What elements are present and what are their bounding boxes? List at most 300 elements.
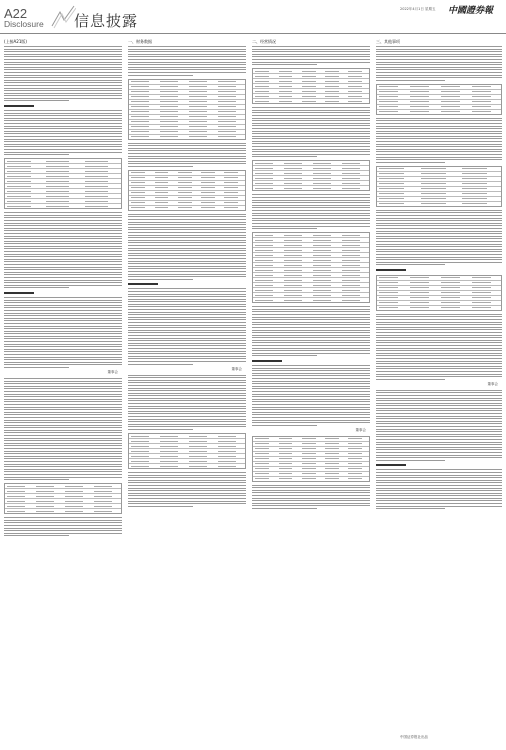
text-line — [4, 362, 122, 363]
text-line — [4, 364, 122, 365]
table-cell — [85, 171, 108, 172]
table-cell — [46, 201, 69, 202]
table-cell — [255, 245, 272, 246]
table-cell — [218, 126, 235, 127]
text-line — [252, 118, 370, 119]
text-line — [4, 110, 122, 111]
text-line — [4, 49, 122, 50]
table-cell — [255, 91, 269, 92]
text-line — [376, 477, 502, 478]
table-cell — [313, 173, 330, 174]
table-cell — [46, 181, 69, 182]
text-line — [376, 447, 502, 448]
text-line — [252, 492, 370, 493]
table-cell — [302, 438, 316, 439]
section-heading: 三、其他事项 — [376, 39, 400, 44]
text-line — [376, 59, 502, 60]
text-line — [4, 302, 122, 303]
text-line — [376, 457, 502, 458]
data-table — [128, 433, 246, 469]
text-line — [128, 482, 246, 483]
text-line — [4, 123, 122, 124]
text-line — [376, 460, 445, 461]
table-cell — [279, 91, 293, 92]
table-cell — [85, 166, 108, 167]
text-line — [128, 64, 246, 65]
text-line — [4, 318, 122, 319]
table-cell — [472, 96, 491, 97]
text-line — [252, 335, 370, 336]
text-line — [4, 404, 122, 405]
table-cell — [218, 101, 235, 102]
table-cell — [284, 295, 301, 296]
text-line — [252, 317, 370, 318]
text-line — [4, 64, 122, 65]
text-line — [4, 471, 122, 472]
table-cell — [218, 131, 235, 132]
text-line — [4, 85, 122, 86]
text-line — [376, 244, 502, 245]
text-line — [376, 241, 502, 242]
table-cell — [131, 446, 148, 447]
text-line — [128, 263, 246, 264]
text-line — [252, 133, 370, 134]
text-line — [252, 383, 370, 384]
column-3 — [252, 38, 370, 511]
table-cell — [189, 106, 206, 107]
text-line — [252, 391, 370, 392]
table-row — [129, 135, 245, 139]
table-cell — [284, 163, 301, 164]
text-line — [128, 299, 246, 300]
text-line — [4, 333, 122, 334]
text-line — [252, 370, 370, 371]
table-cell — [410, 86, 429, 87]
table-cell — [178, 187, 192, 188]
text-line — [376, 348, 502, 349]
subheading — [128, 281, 246, 286]
table-cell — [410, 302, 429, 303]
text-line — [376, 439, 502, 440]
text-line — [376, 259, 502, 260]
text-line — [128, 268, 246, 269]
table-cell — [313, 250, 330, 251]
text-line — [4, 435, 122, 436]
text-line — [376, 332, 502, 333]
table-cell — [85, 191, 108, 192]
text-line — [128, 490, 246, 491]
table-cell — [255, 235, 272, 236]
text-line — [4, 113, 122, 114]
table-cell — [441, 287, 460, 288]
table-cell — [284, 255, 301, 256]
text-line — [252, 151, 370, 152]
text-line — [4, 46, 122, 47]
column-1 — [4, 38, 122, 538]
text-line — [4, 141, 122, 142]
table-cell — [85, 201, 108, 202]
text-line — [252, 381, 370, 382]
table-cell — [218, 81, 235, 82]
table-cell — [342, 245, 359, 246]
data-table — [252, 68, 370, 104]
text-line — [252, 205, 370, 206]
table-cell — [46, 161, 69, 162]
text-line — [4, 453, 122, 454]
table-cell — [302, 448, 316, 449]
table-cell — [155, 192, 169, 193]
text-line — [252, 194, 370, 195]
text-line — [376, 118, 502, 119]
table-cell — [313, 285, 330, 286]
table-cell — [302, 443, 316, 444]
table-cell — [65, 496, 82, 497]
table-cell — [348, 91, 362, 92]
text-line — [128, 330, 246, 331]
text-line — [128, 416, 246, 417]
table-cell — [410, 96, 429, 97]
text-line — [252, 226, 370, 227]
table-cell — [472, 292, 491, 293]
table-cell — [325, 438, 339, 439]
text-line — [128, 261, 246, 262]
text-line — [4, 517, 122, 518]
text-line — [376, 392, 502, 393]
table-cell — [218, 436, 235, 437]
text-line — [4, 307, 122, 308]
text-line — [4, 128, 122, 129]
text-line — [252, 311, 370, 312]
table-cell — [65, 486, 82, 487]
text-line — [252, 498, 370, 499]
table-cell — [255, 463, 269, 464]
text-line — [4, 430, 122, 431]
table-cell — [160, 111, 177, 112]
text-line — [128, 419, 246, 420]
table-cell — [325, 458, 339, 459]
table-cell — [313, 178, 330, 179]
table-cell — [131, 436, 148, 437]
text-line — [252, 56, 370, 57]
text-line — [128, 240, 246, 241]
text-line — [4, 54, 122, 55]
table-cell — [7, 501, 24, 502]
text-line — [252, 324, 370, 325]
text-line — [252, 396, 370, 397]
text-line — [128, 227, 246, 228]
text-line — [4, 212, 122, 213]
table-cell — [313, 240, 330, 241]
text-line — [128, 222, 246, 223]
table-cell — [421, 198, 446, 199]
table-cell — [279, 438, 293, 439]
text-line — [4, 530, 122, 531]
text-line — [4, 346, 122, 347]
text-line — [252, 375, 370, 376]
table-cell — [218, 86, 235, 87]
text-line — [252, 154, 370, 155]
text-line — [4, 82, 122, 83]
table-cell — [255, 443, 269, 444]
text-line — [376, 350, 502, 351]
table-cell — [348, 453, 362, 454]
text-line — [252, 355, 317, 356]
table-cell — [462, 183, 487, 184]
table-cell — [7, 166, 30, 167]
text-line — [376, 506, 502, 507]
text-line — [128, 477, 246, 478]
table-cell — [255, 478, 269, 479]
table-cell — [410, 307, 429, 308]
text-line — [4, 67, 122, 68]
table-cell — [155, 182, 169, 183]
table-cell — [284, 250, 301, 251]
table-cell — [65, 506, 82, 507]
data-table — [376, 275, 502, 311]
text-line — [376, 371, 502, 372]
table-cell — [255, 285, 272, 286]
page-header — [0, 0, 506, 34]
text-line — [128, 388, 246, 389]
text-line — [4, 62, 122, 63]
text-line — [4, 458, 122, 459]
text-line — [376, 418, 502, 419]
text-line — [252, 409, 370, 410]
text-line — [252, 353, 370, 354]
table-cell — [178, 202, 192, 203]
table-cell — [472, 282, 491, 283]
text-line — [4, 261, 122, 262]
text-line — [4, 420, 122, 421]
page-number: A22 — [4, 6, 28, 21]
table-cell — [441, 277, 460, 278]
text-line — [4, 274, 122, 275]
table-cell — [189, 111, 206, 112]
table-cell — [441, 307, 460, 308]
text-line — [252, 505, 370, 506]
text-line — [4, 297, 122, 298]
table-cell — [36, 501, 53, 502]
text-line — [128, 501, 246, 502]
text-line — [4, 88, 122, 89]
table-cell — [279, 96, 293, 97]
text-line — [376, 429, 502, 430]
text-line — [4, 323, 122, 324]
text-line — [376, 49, 502, 50]
text-line — [128, 495, 246, 496]
table-cell — [155, 207, 169, 208]
table-cell — [421, 188, 446, 189]
table-cell — [218, 116, 235, 117]
text-line — [4, 320, 122, 321]
text-line — [4, 282, 122, 283]
text-line — [376, 64, 502, 65]
text-line — [376, 218, 502, 219]
text-line — [4, 264, 122, 265]
text-line — [252, 107, 370, 108]
text-line — [128, 322, 246, 323]
text-line — [128, 493, 246, 494]
text-line — [4, 367, 69, 368]
table-cell — [348, 86, 362, 87]
text-line — [128, 69, 246, 70]
text-line — [128, 72, 246, 73]
text-line — [4, 440, 122, 441]
text-line — [376, 210, 502, 211]
text-line — [4, 149, 122, 150]
text-line — [4, 313, 122, 314]
table-cell — [284, 265, 301, 266]
text-line — [4, 407, 122, 408]
table-cell — [189, 446, 206, 447]
table-cell — [342, 300, 359, 301]
text-line — [128, 294, 246, 295]
text-line — [4, 115, 122, 116]
table-cell — [279, 448, 293, 449]
table-cell — [7, 176, 30, 177]
text-line — [128, 413, 246, 414]
table-cell — [410, 277, 429, 278]
table-cell — [313, 260, 330, 261]
table-cell — [441, 302, 460, 303]
table-cell — [255, 468, 269, 469]
text-line — [376, 157, 502, 158]
text-line — [4, 326, 122, 327]
text-line — [128, 340, 246, 341]
text-line — [128, 271, 246, 272]
table-cell — [313, 265, 330, 266]
text-line — [252, 49, 370, 50]
text-line — [128, 485, 246, 486]
text-line — [4, 336, 122, 337]
table-cell — [224, 192, 238, 193]
text-line — [376, 238, 502, 239]
data-table — [252, 436, 370, 482]
table-cell — [313, 295, 330, 296]
text-line — [376, 149, 502, 150]
table-cell — [46, 171, 69, 172]
text-line — [376, 322, 502, 323]
text-line — [4, 248, 122, 249]
table-cell — [421, 173, 446, 174]
text-line — [4, 90, 122, 91]
text-line — [128, 224, 246, 225]
text-line — [376, 379, 445, 380]
text-line — [4, 331, 122, 332]
text-line — [128, 411, 246, 412]
table-cell — [421, 168, 446, 169]
table-cell — [441, 86, 460, 87]
table-cell — [410, 297, 429, 298]
table-cell — [94, 501, 111, 502]
text-line — [252, 425, 317, 426]
text-line — [252, 373, 370, 374]
table-cell — [313, 290, 330, 291]
text-line — [376, 46, 502, 47]
table-cell — [279, 453, 293, 454]
text-line — [376, 162, 445, 163]
table-cell — [131, 81, 148, 82]
text-line — [128, 498, 246, 499]
text-line — [4, 225, 122, 226]
text-line — [4, 399, 122, 400]
table-cell — [218, 121, 235, 122]
table-cell — [462, 188, 487, 189]
table-cell — [255, 178, 272, 179]
table-cell — [325, 96, 339, 97]
table-cell — [131, 106, 148, 107]
table-cell — [342, 178, 359, 179]
text-line — [376, 327, 502, 328]
table-cell — [94, 486, 111, 487]
table-cell — [255, 188, 272, 189]
table-row — [253, 186, 369, 190]
table-cell — [189, 86, 206, 87]
text-line — [252, 350, 370, 351]
table-cell — [131, 461, 148, 462]
text-line — [128, 380, 246, 381]
table-cell — [325, 443, 339, 444]
text-line — [4, 277, 122, 278]
text-line — [4, 59, 122, 60]
text-line — [128, 216, 246, 217]
table-cell — [189, 121, 206, 122]
text-line — [376, 75, 502, 76]
text-line — [128, 382, 246, 383]
table-cell — [379, 111, 398, 112]
text-line — [4, 217, 122, 218]
text-line — [376, 361, 502, 362]
text-line — [4, 412, 122, 413]
text-line — [376, 246, 502, 247]
text-line — [4, 328, 122, 329]
text-line — [4, 448, 122, 449]
text-line — [376, 324, 502, 325]
text-line — [4, 236, 122, 237]
table-cell — [348, 71, 362, 72]
section-name-zh: 信息披露 — [74, 12, 139, 30]
text-line — [128, 51, 246, 52]
text-line — [4, 254, 122, 255]
table-row — [5, 204, 121, 208]
text-line — [4, 280, 122, 281]
text-line — [4, 220, 122, 221]
table-cell — [313, 255, 330, 256]
table-cell — [131, 96, 148, 97]
table-cell — [201, 197, 215, 198]
table-cell — [155, 177, 169, 178]
text-line — [4, 394, 122, 395]
text-line — [128, 161, 246, 162]
text-line — [252, 202, 370, 203]
table-cell — [302, 463, 316, 464]
table-cell — [302, 473, 316, 474]
table-cell — [348, 438, 362, 439]
text-line — [252, 345, 370, 346]
table-cell — [224, 202, 238, 203]
table-cell — [302, 71, 316, 72]
table-cell — [255, 71, 269, 72]
table-cell — [379, 282, 398, 283]
text-line — [376, 231, 502, 232]
table-cell — [255, 255, 272, 256]
table-cell — [255, 290, 272, 291]
table-cell — [284, 235, 301, 236]
text-line — [376, 128, 502, 129]
table-cell — [7, 161, 30, 162]
text-line — [4, 338, 122, 339]
table-cell — [189, 96, 206, 97]
